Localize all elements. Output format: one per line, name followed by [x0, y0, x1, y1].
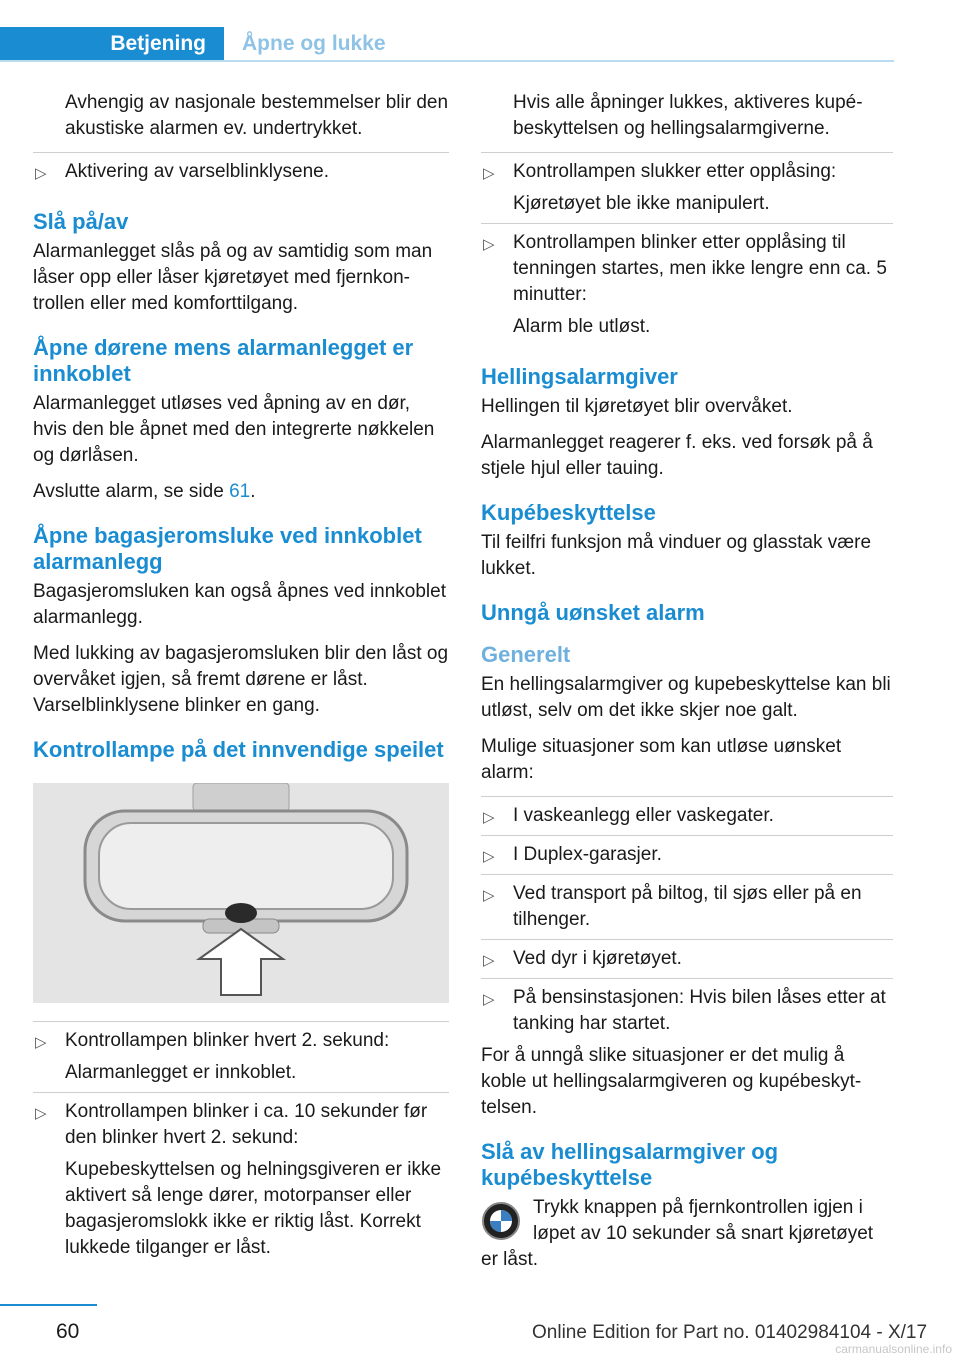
paragraph: Alarmanlegget slås på og av samtidig som man låser opp eller låser kjøretøyet med fjernkontrollen eller med komforttilgang.: [33, 241, 433, 314]
paragraph-switchoff: Trykk knappen på fjernkontrollen igjen i løpet av 10 sekunder så snart kjøretøyet er låst.: [481, 1197, 874, 1270]
bmw-key-icon: [481, 1201, 521, 1241]
right-column: [481, 90, 893, 1283]
paragraph: Til feilfri funksjon må vinduer og glasstak være lukket.: [481, 532, 872, 579]
triangle-bullet-icon: ▷: [35, 1105, 47, 1122]
footer-divider: [0, 1304, 97, 1306]
triangle-bullet-icon: ▷: [483, 887, 495, 904]
page-number: 60: [56, 1320, 80, 1343]
intro-text: Avhengig av nasjonale bestemmelser blir den akustiske alarmen ev. undertrykket.: [65, 92, 449, 139]
list-item: ▷ I Duplex-garasjer.: [481, 836, 893, 875]
heading-trunk: Åpne bagasjeromsluke ved innkoblet alarmanlegg: [33, 523, 422, 574]
paragraph: Alarmanlegget reagerer f. eks. ved forsøk på å stjele hjul eller tauing.: [481, 432, 873, 479]
paragraph: Hellingen til kjøretøyet blir overvåket.: [481, 396, 793, 417]
left-column: [33, 90, 449, 1267]
triangle-bullet-icon: ▷: [483, 236, 495, 253]
heading-general: Generelt: [481, 642, 571, 667]
list-item: ▷ Ved dyr i kjøretøyet.: [481, 940, 893, 979]
heading-avoid: Unngå uønsket alarm: [481, 600, 705, 625]
tab-apne-og-lukke[interactable]: Åpne og lukke: [242, 31, 386, 55]
list-item: ▷ På bensinstasjonen: Hvis bilen låses etter at tanking har startet.: [483, 987, 886, 1034]
heading-switchoff: Slå av hellingsalarmgiver og kupébeskyttelse: [481, 1139, 779, 1190]
heading-doors: Åpne dørene mens alarmanlegget er innkoblet: [33, 335, 414, 386]
list-item: ▷ Kontrollampen blinker etter opplåsing til tenningen startes, men ikke lengre enn ca. 5 minutter: Alarm ble utløst.: [483, 232, 887, 337]
list-item: ▷ Ved transport på biltog, til sjøs eller på en tilhenger.: [481, 875, 893, 940]
header-divider: [0, 60, 894, 62]
paragraph: Med lukking av bagasjeromsluken blir den låst og overvåket igjen, så fremt dørene er låst. Varselblinklysene blinker en gang.: [33, 643, 449, 716]
heading-lamp: Kontrollampe på det innvendige speilet: [33, 737, 444, 762]
list-item: ▷ Kontrollampen slukker etter opplåsing: Kjøretøyet ble ikke manipulert.: [481, 153, 893, 224]
list-item: ▷ I vaskeanlegg eller vaskegater.: [481, 797, 893, 836]
heading-cabin: Kupébeskyttelse: [481, 500, 656, 525]
edition-text: Online Edition for Part no. 01402984104 - X/17: [532, 1322, 928, 1343]
page-header: [0, 27, 894, 63]
page-link[interactable]: 61: [229, 481, 251, 502]
triangle-bullet-icon: ▷: [35, 1034, 47, 1051]
paragraph: Bagasjeromsluken kan også åpnes ved innkoblet alarmanlegg.: [33, 581, 446, 628]
list-item: ▷ Aktivering av varselblinklysene.: [33, 153, 449, 191]
heading-tilt: Hellingsalarmgiver: [481, 364, 678, 389]
intro-text: Hvis alle åpninger lukkes, aktiveres kupébeskyttelsen og hellingsalarmgiverne.: [513, 92, 863, 139]
paragraph-stop-alarm: Avslutte alarm, se side 61.: [33, 481, 256, 502]
watermark: carmanualsonline.info: [835, 1342, 952, 1356]
triangle-bullet-icon: ▷: [483, 809, 495, 826]
mirror-illustration: [33, 783, 449, 1003]
paragraph: For å unngå slike situasjoner er det mulig å koble ut hellingsalarmgiveren og kupébeskyttelsen.: [481, 1045, 862, 1118]
triangle-bullet-icon: ▷: [35, 165, 47, 182]
paragraph: En hellingsalarmgiver og kupebeskyttelse kan bli utløst, selv om det ikke skjer noe galt.: [481, 674, 891, 721]
triangle-bullet-icon: ▷: [483, 165, 495, 182]
triangle-bullet-icon: ▷: [483, 952, 495, 969]
list-item: ▷ Kontrollampen blinker i ca. 10 sekunder før den blinker hvert 2. sekund: Kupebeskyttelsen og helningsgiveren er ikke aktivert så lenge dører, motorpanser eller bagasjeromslokk ikke er riktig låst. Korrekt lukkede tilganger er låst.: [35, 1101, 442, 1258]
paragraph: Mulige situasjoner som kan utløse uønsket alarm:: [481, 736, 842, 783]
triangle-bullet-icon: ▷: [483, 991, 495, 1008]
heading-onoff: Slå på/av: [33, 209, 129, 234]
paragraph: Alarmanlegget utløses ved åpning av en dør, hvis den ble åpnet med den integrerte nøkkelen og dørlåsen.: [33, 393, 435, 466]
triangle-bullet-icon: ▷: [483, 848, 495, 865]
tab-betjening[interactable]: Betjening: [0, 27, 224, 60]
list-item: ▷ Kontrollampen blinker hvert 2. sekund: Alarmanlegget er innkoblet.: [33, 1022, 449, 1093]
